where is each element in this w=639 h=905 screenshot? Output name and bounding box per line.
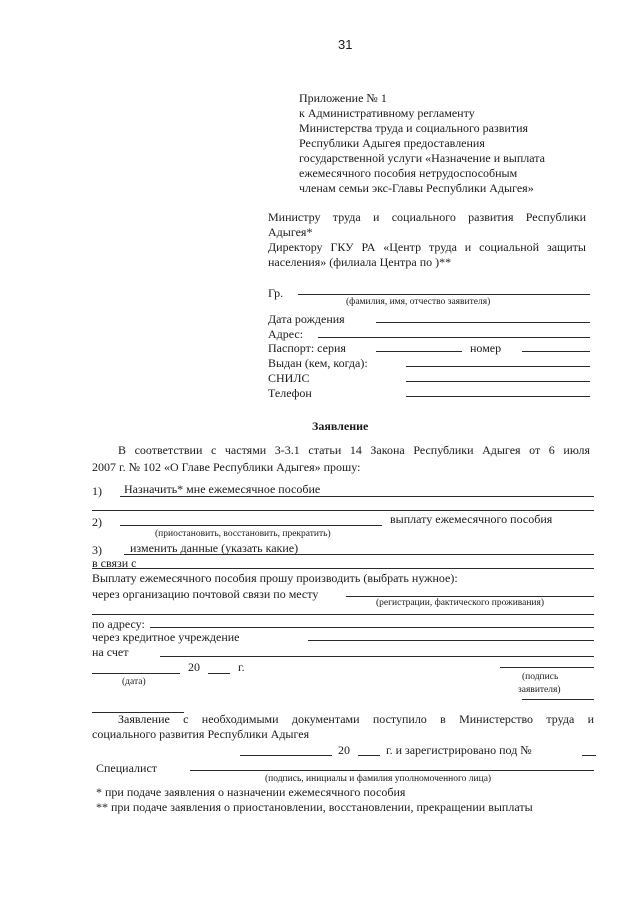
passport-number-field[interactable] bbox=[522, 351, 590, 352]
post-label: через организацию почтовой связи по месту bbox=[92, 587, 319, 601]
appendix-line: Республики Адыгея предоставления bbox=[299, 136, 485, 150]
item-2-number: 2) bbox=[92, 515, 102, 529]
intro-line-1: В соответствии с частями 3-3.1 статьи 14 Закона Республики Адыгея от 6 июля bbox=[118, 443, 590, 457]
payment-address-field[interactable] bbox=[150, 627, 594, 628]
item-2-hint: (приостановить, восстановить, прекратить) bbox=[155, 529, 331, 539]
signature-extra-line[interactable] bbox=[522, 699, 594, 700]
date-year-suffix: г. bbox=[238, 660, 245, 674]
footnote-2: ** при подаче заявления о приостановлении, восстановлении, прекращении выплаты bbox=[96, 800, 533, 814]
snils-field[interactable] bbox=[406, 381, 590, 382]
passport-number-label: номер bbox=[470, 341, 502, 355]
signature-hint-1: (подпись bbox=[522, 672, 559, 682]
item-1-field[interactable] bbox=[120, 496, 594, 497]
item-1-text: Назначить* мне ежемесячное пособие bbox=[124, 482, 321, 496]
appendix-line: к Административному регламенту bbox=[299, 106, 475, 120]
specialist-label: Специалист bbox=[96, 761, 158, 775]
specialist-field[interactable] bbox=[190, 770, 594, 771]
document-title: Заявление bbox=[312, 419, 369, 433]
address-label: Адрес: bbox=[268, 327, 304, 341]
registration-line-1: Заявление с необходимыми документами поступило в Министерство труда и bbox=[118, 712, 594, 726]
page-number: 31 bbox=[338, 37, 353, 52]
passport-series-field[interactable] bbox=[376, 351, 462, 352]
phone-field[interactable] bbox=[406, 396, 590, 397]
addressee-director: Директору ГКУ РА «Центр труда и социальной защиты bbox=[268, 240, 586, 254]
registration-year-prefix: 20 bbox=[338, 743, 350, 757]
footnote-1: * при подаче заявления о назначении ежемесячного пособия bbox=[96, 785, 406, 799]
date-day-field[interactable] bbox=[92, 673, 180, 674]
account-field[interactable] bbox=[160, 656, 594, 657]
intro-line-2: 2007 г. № 102 «О Главе Республики Адыгея» прошу: bbox=[92, 460, 361, 474]
item-2-text: выплату ежемесячного пособия bbox=[390, 512, 553, 526]
bank-label: через кредитное учреждение bbox=[92, 630, 240, 644]
applicant-name-hint: (фамилия, имя, отчество заявителя) bbox=[346, 297, 491, 307]
due-to-field[interactable] bbox=[92, 568, 594, 569]
post-field[interactable] bbox=[346, 596, 594, 597]
registration-year-field[interactable] bbox=[358, 755, 380, 756]
appendix-line: Приложение № 1 bbox=[299, 91, 387, 105]
post-hint: (регистрации, фактического проживания) bbox=[376, 598, 545, 608]
bank-field[interactable] bbox=[308, 640, 594, 641]
signature-hint-2: заявителя) bbox=[518, 685, 561, 695]
item-1-extra-line[interactable] bbox=[92, 510, 594, 511]
address-field[interactable] bbox=[318, 337, 590, 338]
appendix-line: государственной услуги «Назначение и выплата bbox=[299, 151, 546, 165]
due-to-label: в связи с bbox=[92, 556, 137, 570]
appendix-line: членам семьи экс-Главы Республики Адыгея» bbox=[299, 181, 534, 195]
account-label: на счет bbox=[92, 645, 129, 659]
item-2-action-field[interactable] bbox=[120, 525, 382, 526]
payment-address-label: по адресу: bbox=[92, 617, 145, 631]
date-hint: (дата) bbox=[122, 677, 146, 687]
item-3-text: изменить данные (указать какие) bbox=[130, 541, 299, 555]
addressee-minister: Министру труда и социального развития Республики bbox=[268, 210, 586, 224]
passport-series-label: Паспорт: серия bbox=[268, 341, 346, 355]
issued-by-label: Выдан (кем, когда): bbox=[268, 356, 368, 370]
appendix-line: Министерства труда и социального развития bbox=[299, 121, 529, 135]
birth-date-label: Дата рождения bbox=[268, 312, 345, 326]
registration-number-field[interactable] bbox=[582, 755, 596, 756]
signature-field[interactable] bbox=[500, 667, 594, 668]
item-3-number: 3) bbox=[92, 543, 102, 557]
payment-heading: Выплату ежемесячного пособия прошу производить (выбрать нужное): bbox=[92, 571, 458, 585]
addressee-director-cont: населения» (филиала Центра по )** bbox=[268, 255, 452, 269]
phone-label: Телефон bbox=[268, 386, 312, 400]
addressee-minister-cont: Адыгея* bbox=[268, 225, 313, 239]
date-year-field[interactable] bbox=[208, 673, 230, 674]
specialist-hint: (подпись, инициалы и фамилия уполномоченного лица) bbox=[265, 774, 492, 784]
snils-label: СНИЛС bbox=[268, 371, 310, 385]
registration-line-2: социального развития Республики Адыгея bbox=[92, 727, 310, 741]
applicant-gr-label: Гр. bbox=[268, 286, 284, 300]
birth-date-field[interactable] bbox=[376, 322, 590, 323]
applicant-name-field[interactable] bbox=[298, 294, 590, 295]
date-year-prefix: 20 bbox=[188, 660, 200, 674]
post-extra-line[interactable] bbox=[92, 614, 594, 615]
appendix-line: ежемесячного пособия нетрудоспособным bbox=[299, 166, 518, 180]
registration-date-field[interactable] bbox=[240, 755, 332, 756]
item-3-field[interactable] bbox=[124, 554, 594, 555]
registration-number-label: г. и зарегистрировано под № bbox=[386, 743, 532, 757]
issued-by-field[interactable] bbox=[406, 366, 590, 367]
item-1-number: 1) bbox=[92, 484, 102, 498]
